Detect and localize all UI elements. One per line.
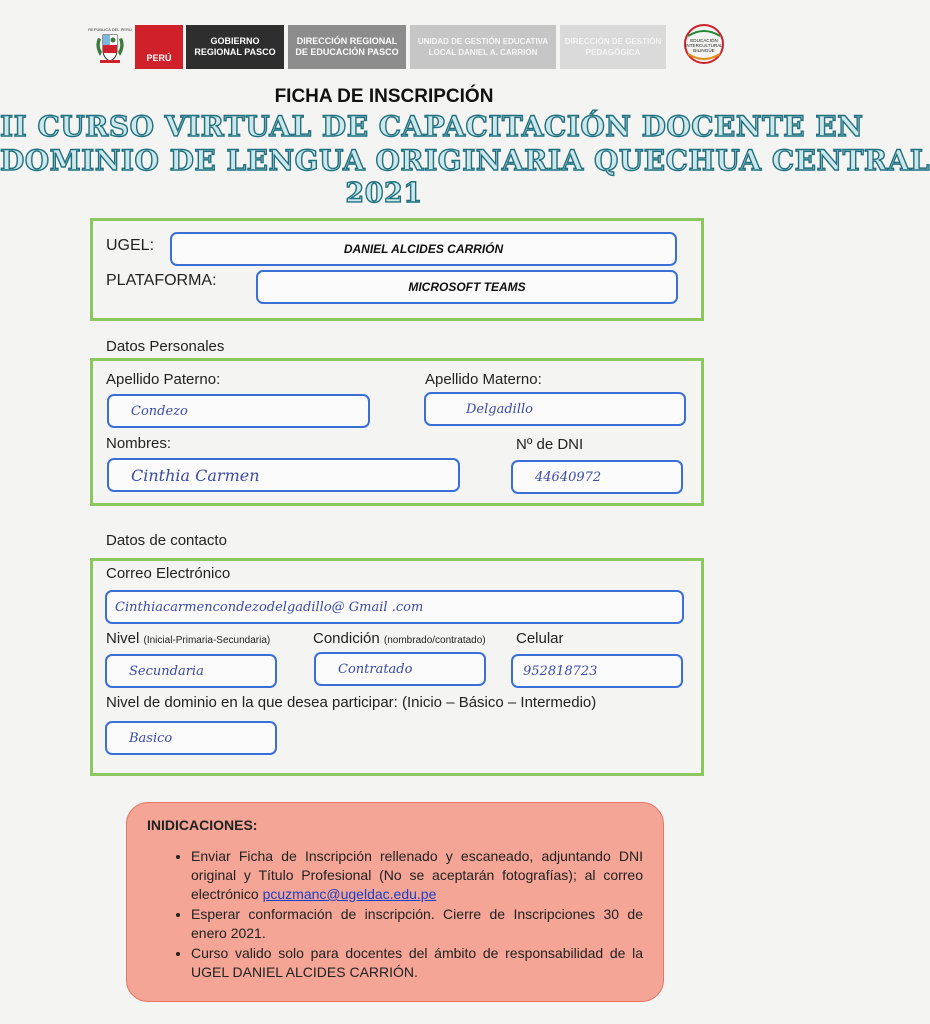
ugel-logo: UNIDAD DE GESTIÓN EDUCATIVA LOCAL DANIEL A. CARRIÓN — [410, 25, 556, 69]
peru-logo: PERÚ — [135, 25, 183, 69]
dre-pasco-logo: DIRECCIÓN REGIONAL DE EDUCACIÓN PASCO — [288, 25, 406, 69]
contact-section-title: Datos de contacto — [106, 532, 227, 549]
apellido-materno-label: Apellido Materno: — [425, 371, 542, 388]
nivel-field[interactable] — [105, 654, 277, 688]
svg-text:INTERCULTURAL: INTERCULTURAL — [685, 43, 723, 48]
nivel-value: Secundaria — [129, 663, 204, 679]
ugel-value: DANIEL ALCIDES CARRIÓN — [343, 242, 504, 256]
nombres-value: Cinthia Carmen — [131, 465, 260, 485]
email-value: Cinthiacarmencondezodelgadillo@ Gmail .com — [115, 599, 424, 615]
platform-label: PLATAFORMA: — [106, 272, 217, 289]
indicaciones-box — [126, 802, 664, 1002]
condicion-value: Contratado — [338, 661, 413, 677]
ugel-label: UGEL: — [106, 237, 155, 254]
svg-text:EDUCACIÓN: EDUCACIÓN — [690, 38, 718, 43]
svg-text:BILINGÜE: BILINGÜE — [693, 48, 715, 53]
celular-label: Celular — [516, 630, 564, 647]
course-title-year: 2021 — [345, 178, 423, 209]
dgp-logo: DIRECCIÓN DE GESTIÓN PEDAGÓGICA — [560, 25, 666, 69]
condicion-hint: (nombrado/contratado) — [383, 635, 486, 646]
dni-field[interactable] — [511, 460, 683, 494]
platform-value: MICROSOFT TEAMS — [408, 280, 526, 294]
gobierno-regional-logo: GOBIERNO REGIONAL PASCO — [186, 25, 284, 69]
nombres-label: Nombres: — [106, 435, 172, 452]
apellido-materno-value: Delgadillo — [466, 401, 533, 417]
apellido-materno-field[interactable] — [424, 392, 686, 426]
contact-email-link[interactable]: pcuzmanc@ugeldac.edu.pe — [262, 886, 437, 902]
course-title-line-2: DOMINIO DE LENGUA ORIGINARIA QUECHUA CENTRAL — [0, 144, 930, 177]
apellido-paterno-field[interactable] — [107, 394, 370, 428]
nivel-label: Nivel (Inicial-Primaria-Secundaria) — [106, 630, 271, 647]
dni-value: 44640972 — [535, 469, 602, 485]
email-field[interactable] — [105, 590, 684, 624]
platform-field[interactable] — [256, 270, 678, 304]
email-label: Correo Electrónico — [106, 565, 231, 582]
dominio-value: Basico — [129, 730, 173, 746]
dominio-field[interactable] — [105, 721, 277, 755]
peru-coat-of-arms-logo — [88, 26, 132, 66]
svg-text:REPÚBLICA DEL PERÚ: REPÚBLICA DEL PERÚ — [88, 27, 132, 32]
indicaciones-list — [147, 847, 643, 982]
indicaciones-title: INIDICACIONES: — [147, 817, 258, 833]
apellido-paterno-value: Condezo — [131, 403, 188, 419]
nivel-hint: (Inicial-Primaria-Secundaria) — [143, 635, 271, 646]
dominio-label: Nivel de dominio en la que desea participar: (Inicio – Básico – Intermedio) — [106, 694, 597, 711]
ugel-field[interactable] — [170, 232, 677, 266]
nombres-field[interactable] — [107, 458, 460, 492]
form-title: FICHA DE INSCRIPCIÓN — [274, 86, 494, 107]
apellido-paterno-label: Apellido Paterno: — [106, 371, 221, 388]
celular-field[interactable] — [511, 654, 683, 688]
indicacion-item: • Curso valido solo para docentes del ámbito de responsabilidad de la UGEL DANIEL ALCIDES CARRIÓN. — [191, 944, 643, 982]
condicion-field[interactable] — [314, 652, 486, 686]
course-title-line-1: II CURSO VIRTUAL DE CAPACITACIÓN DOCENTE EN — [0, 110, 864, 143]
condicion-label: Condición (nombrado/contratado) — [313, 630, 486, 647]
celular-value: 952818723 — [523, 663, 598, 679]
indicacion-item: • Esperar conformación de inscripción. Cierre de Inscripciones 30 de enero 2021. — [191, 905, 643, 943]
eib-logo — [676, 22, 732, 66]
indicacion-item: • Enviar Ficha de Inscripción rellenado y escaneado, adjuntando DNI original y Título Profesional (No se aceptarán fotografías); al correo electrónico pcuzmanc@ugeldac.edu.pe — [191, 847, 643, 904]
personal-section-title: Datos Personales — [106, 338, 225, 355]
dni-label: Nº de DNI — [516, 436, 584, 453]
